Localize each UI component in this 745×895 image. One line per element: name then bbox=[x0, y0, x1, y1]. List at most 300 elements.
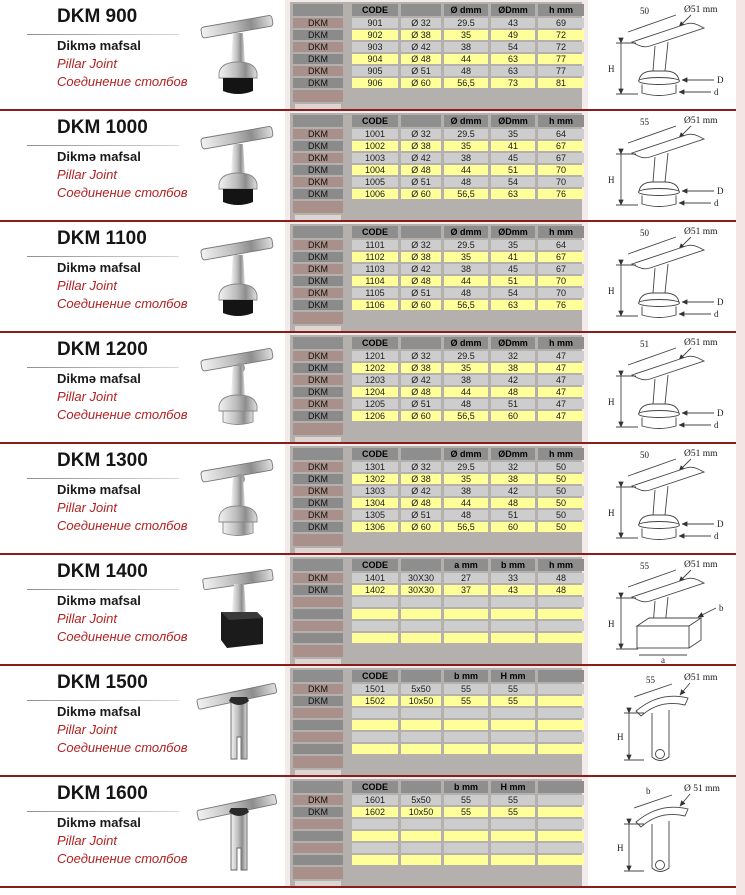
brand-cell: DKM bbox=[293, 498, 343, 508]
spec-cell: 60 bbox=[491, 411, 535, 421]
spec-cell bbox=[444, 744, 488, 754]
spec-cell bbox=[538, 819, 584, 829]
spec-cell: 1304 bbox=[352, 498, 398, 508]
spec-table bbox=[290, 2, 582, 109]
spec-cell: 1102 bbox=[352, 252, 398, 262]
subtitle-russian: Соединение столбов bbox=[57, 629, 188, 644]
spec-cell: 29.5 bbox=[444, 129, 488, 139]
brand-cell: DKM bbox=[293, 399, 343, 409]
product-photo bbox=[193, 0, 285, 109]
column-header: b mm bbox=[444, 670, 488, 682]
spec-table bbox=[290, 224, 582, 331]
spec-cell bbox=[352, 621, 398, 631]
spec-cell: 1401 bbox=[352, 573, 398, 583]
spec-cell bbox=[491, 855, 535, 865]
spec-cell bbox=[401, 621, 441, 631]
spec-cell: 48 bbox=[444, 177, 488, 187]
column-header: ØDmm bbox=[491, 115, 535, 127]
column-header bbox=[293, 4, 343, 16]
title-divider bbox=[27, 478, 179, 479]
spec-cell: 1205 bbox=[352, 399, 398, 409]
drawing-label: Ø51 mm bbox=[683, 672, 718, 683]
spec-cell: 48 bbox=[444, 66, 488, 76]
table-spacer bbox=[293, 423, 343, 435]
spec-table-area bbox=[285, 111, 588, 220]
drawing-label: Ø51 mm bbox=[683, 115, 718, 126]
product-title: DKM 1500 bbox=[57, 672, 148, 693]
spec-cell: 70 bbox=[538, 276, 584, 286]
spec-cell: 56,5 bbox=[444, 189, 488, 199]
brand-cell: DKM bbox=[293, 189, 343, 199]
spec-cell: 55 bbox=[444, 807, 488, 817]
spec-cell bbox=[538, 795, 584, 805]
brand-cell bbox=[293, 720, 343, 730]
tech-drawing bbox=[588, 777, 745, 886]
table-spacer bbox=[295, 548, 341, 553]
spec-cell: 45 bbox=[491, 153, 535, 163]
spec-cell: 1301 bbox=[352, 462, 398, 472]
drawing-label: D bbox=[716, 407, 723, 418]
brand-cell: DKM bbox=[293, 585, 343, 595]
spec-cell: 1602 bbox=[352, 807, 398, 817]
spec-cell bbox=[538, 744, 584, 754]
drawing-label: b bbox=[718, 602, 723, 613]
spec-cell: 70 bbox=[538, 165, 584, 175]
brand-cell bbox=[293, 843, 343, 853]
column-header bbox=[401, 670, 441, 682]
product-title: DKM 1600 bbox=[57, 783, 148, 804]
brand-cell bbox=[293, 819, 343, 829]
drawing-label: a bbox=[660, 654, 665, 664]
spec-cell: 47 bbox=[538, 375, 584, 385]
spec-cell bbox=[491, 633, 535, 643]
spec-cell: 56,5 bbox=[444, 78, 488, 88]
spec-cell: 44 bbox=[444, 498, 488, 508]
spec-cell: 67 bbox=[538, 141, 584, 151]
spec-cell bbox=[352, 633, 398, 643]
brand-cell: DKM bbox=[293, 522, 343, 532]
column-header bbox=[401, 781, 441, 793]
drawing-label: 51 bbox=[639, 338, 649, 349]
column-header: H mm bbox=[491, 670, 535, 682]
spec-cell: Ø 32 bbox=[401, 18, 441, 28]
technical-drawing-svg bbox=[592, 223, 734, 331]
spec-table-area bbox=[285, 555, 588, 664]
brand-cell: DKM bbox=[293, 66, 343, 76]
spec-cell: 1204 bbox=[352, 387, 398, 397]
product-photo bbox=[193, 555, 285, 664]
spec-cell bbox=[352, 831, 398, 841]
table-spacer bbox=[293, 534, 343, 546]
brand-cell bbox=[293, 708, 343, 718]
section-dkm-1100 bbox=[0, 222, 745, 333]
title-divider bbox=[27, 145, 179, 146]
spec-cell: 47 bbox=[538, 399, 584, 409]
column-header: CODE bbox=[352, 559, 398, 571]
subtitle-russian: Соединение столбов bbox=[57, 74, 188, 89]
subtitle-russian: Соединение столбов bbox=[57, 740, 188, 755]
title-divider bbox=[27, 811, 179, 812]
subtitle-russian: Соединение столбов bbox=[57, 296, 188, 311]
spec-cell: Ø 51 bbox=[401, 177, 441, 187]
spec-cell: Ø 32 bbox=[401, 129, 441, 139]
column-header bbox=[401, 448, 441, 460]
spec-cell: 1106 bbox=[352, 300, 398, 310]
spec-table-area bbox=[285, 222, 588, 331]
tech-drawing bbox=[588, 0, 745, 109]
brand-cell: DKM bbox=[293, 30, 343, 40]
spec-cell: 38 bbox=[444, 42, 488, 52]
spec-cell bbox=[352, 708, 398, 718]
spec-cell: 76 bbox=[538, 300, 584, 310]
spec-cell: 47 bbox=[538, 363, 584, 373]
product-photo-svg bbox=[193, 671, 285, 771]
product-photo bbox=[193, 333, 285, 442]
column-header bbox=[401, 4, 441, 16]
brand-cell: DKM bbox=[293, 696, 343, 706]
spec-cell: Ø 48 bbox=[401, 276, 441, 286]
column-header bbox=[401, 115, 441, 127]
spec-cell: 30X30 bbox=[401, 585, 441, 595]
tech-drawing bbox=[588, 111, 745, 220]
spec-cell bbox=[401, 720, 441, 730]
spec-cell bbox=[444, 732, 488, 742]
brand-cell: DKM bbox=[293, 807, 343, 817]
spec-cell: 35 bbox=[444, 141, 488, 151]
technical-drawing-svg bbox=[592, 556, 734, 664]
drawing-label: d bbox=[713, 197, 718, 208]
spec-cell bbox=[491, 597, 535, 607]
spec-cell: Ø 60 bbox=[401, 522, 441, 532]
brand-cell: DKM bbox=[293, 351, 343, 361]
spec-cell: 63 bbox=[491, 300, 535, 310]
spec-cell: 27 bbox=[444, 573, 488, 583]
spec-cell: 51 bbox=[491, 165, 535, 175]
spec-cell bbox=[491, 843, 535, 853]
subtitle-azerbaijani: Dikmə mafsal bbox=[57, 371, 141, 386]
drawing-label: H bbox=[616, 842, 623, 853]
drawing-label: 50 bbox=[639, 449, 649, 460]
product-photo bbox=[193, 666, 285, 775]
column-header: h mm bbox=[538, 559, 584, 571]
spec-cell: 67 bbox=[538, 252, 584, 262]
spec-cell: Ø 38 bbox=[401, 474, 441, 484]
column-header: b mm bbox=[491, 559, 535, 571]
brand-cell: DKM bbox=[293, 411, 343, 421]
product-info bbox=[0, 0, 193, 109]
spec-cell: Ø 42 bbox=[401, 486, 441, 496]
column-header: ØDmm bbox=[491, 337, 535, 349]
spec-cell: 10x50 bbox=[401, 807, 441, 817]
spec-cell: 1402 bbox=[352, 585, 398, 595]
drawing-label: 55 bbox=[645, 674, 655, 685]
spec-cell: 35 bbox=[444, 474, 488, 484]
spec-cell bbox=[352, 843, 398, 853]
spec-cell: Ø 60 bbox=[401, 300, 441, 310]
spec-cell: 70 bbox=[538, 177, 584, 187]
table-spacer bbox=[295, 437, 341, 442]
brand-cell bbox=[293, 732, 343, 742]
product-photo bbox=[193, 222, 285, 331]
spec-cell: 1305 bbox=[352, 510, 398, 520]
tech-drawing bbox=[588, 222, 745, 331]
spec-cell: 5x50 bbox=[401, 795, 441, 805]
spec-cell: 37 bbox=[444, 585, 488, 595]
spec-cell: 35 bbox=[444, 30, 488, 40]
spec-cell: 29.5 bbox=[444, 351, 488, 361]
spec-cell bbox=[538, 696, 584, 706]
spec-cell: Ø 60 bbox=[401, 411, 441, 421]
brand-cell: DKM bbox=[293, 375, 343, 385]
spec-cell bbox=[444, 831, 488, 841]
section-dkm-1400 bbox=[0, 555, 745, 666]
spec-cell bbox=[538, 807, 584, 817]
brand-cell: DKM bbox=[293, 363, 343, 373]
spec-cell: Ø 48 bbox=[401, 387, 441, 397]
brand-cell bbox=[293, 597, 343, 607]
column-header bbox=[293, 448, 343, 460]
spec-cell: 42 bbox=[491, 486, 535, 496]
drawing-label: 50 bbox=[639, 5, 649, 16]
spec-cell: 55 bbox=[491, 696, 535, 706]
column-header bbox=[293, 670, 343, 682]
section-dkm-1300 bbox=[0, 444, 745, 555]
title-divider bbox=[27, 34, 179, 35]
table-spacer bbox=[295, 215, 341, 220]
brand-cell: DKM bbox=[293, 510, 343, 520]
product-info bbox=[0, 666, 193, 775]
page-right-edge bbox=[736, 0, 745, 895]
product-photo-svg bbox=[193, 338, 285, 438]
spec-cell bbox=[491, 744, 535, 754]
spec-cell: Ø 42 bbox=[401, 264, 441, 274]
column-header: CODE bbox=[352, 448, 398, 460]
spec-cell: 49 bbox=[491, 30, 535, 40]
spec-cell: 47 bbox=[538, 351, 584, 361]
spec-cell: 32 bbox=[491, 462, 535, 472]
brand-cell: DKM bbox=[293, 486, 343, 496]
product-photo-svg bbox=[193, 227, 285, 327]
spec-cell: 10x50 bbox=[401, 696, 441, 706]
spec-cell bbox=[538, 855, 584, 865]
column-header: CODE bbox=[352, 670, 398, 682]
spec-cell: 35 bbox=[491, 240, 535, 250]
table-spacer bbox=[295, 104, 341, 109]
spec-cell: 906 bbox=[352, 78, 398, 88]
spec-cell bbox=[538, 843, 584, 853]
spec-cell bbox=[444, 609, 488, 619]
spec-cell: 54 bbox=[491, 288, 535, 298]
spec-cell: 29.5 bbox=[444, 462, 488, 472]
spec-cell: 35 bbox=[444, 363, 488, 373]
spec-cell: Ø 51 bbox=[401, 66, 441, 76]
spec-cell: 1101 bbox=[352, 240, 398, 250]
column-header: ØDmm bbox=[491, 226, 535, 238]
table-spacer bbox=[295, 659, 341, 664]
spec-cell: 32 bbox=[491, 351, 535, 361]
spec-cell: Ø 51 bbox=[401, 288, 441, 298]
spec-cell: 48 bbox=[444, 399, 488, 409]
spec-cell bbox=[401, 633, 441, 643]
brand-cell bbox=[293, 855, 343, 865]
subtitle-english: Pillar Joint bbox=[57, 833, 117, 848]
product-info bbox=[0, 777, 193, 886]
spec-cell: 56,5 bbox=[444, 300, 488, 310]
spec-cell bbox=[401, 732, 441, 742]
product-photo-svg bbox=[193, 782, 285, 882]
spec-cell: 43 bbox=[491, 585, 535, 595]
brand-cell bbox=[293, 609, 343, 619]
subtitle-russian: Соединение столбов bbox=[57, 407, 188, 422]
spec-cell: 48 bbox=[538, 585, 584, 595]
spec-cell: 48 bbox=[444, 288, 488, 298]
column-header bbox=[293, 226, 343, 238]
spec-cell: 56,5 bbox=[444, 411, 488, 421]
section-dkm-1600 bbox=[0, 777, 745, 888]
title-divider bbox=[27, 589, 179, 590]
tech-drawing bbox=[588, 666, 745, 775]
table-spacer bbox=[293, 201, 343, 213]
technical-drawing-svg bbox=[592, 445, 734, 553]
spec-cell: 1203 bbox=[352, 375, 398, 385]
table-spacer bbox=[295, 326, 341, 331]
spec-cell: 44 bbox=[444, 165, 488, 175]
spec-cell: 55 bbox=[491, 795, 535, 805]
technical-drawing-svg bbox=[592, 778, 734, 886]
spec-cell bbox=[538, 609, 584, 619]
spec-cell bbox=[401, 597, 441, 607]
spec-cell: 60 bbox=[491, 522, 535, 532]
spec-cell bbox=[538, 633, 584, 643]
subtitle-azerbaijani: Dikmə mafsal bbox=[57, 260, 141, 275]
column-header: h mm bbox=[538, 115, 584, 127]
column-header: ØDmm bbox=[491, 448, 535, 460]
table-spacer bbox=[293, 756, 343, 768]
column-header: Ø dmm bbox=[444, 337, 488, 349]
spec-cell bbox=[538, 831, 584, 841]
drawing-label: d bbox=[713, 308, 718, 319]
subtitle-english: Pillar Joint bbox=[57, 56, 117, 71]
brand-cell: DKM bbox=[293, 54, 343, 64]
spec-cell: 42 bbox=[491, 375, 535, 385]
spec-cell: Ø 42 bbox=[401, 153, 441, 163]
column-header: h mm bbox=[538, 337, 584, 349]
spec-cell: 70 bbox=[538, 288, 584, 298]
drawing-label: Ø51 mm bbox=[683, 559, 718, 570]
spec-cell: 56,5 bbox=[444, 522, 488, 532]
drawing-label: Ø51 mm bbox=[683, 226, 718, 237]
spec-cell bbox=[444, 819, 488, 829]
column-header: CODE bbox=[352, 226, 398, 238]
drawing-label: H bbox=[607, 507, 614, 518]
spec-cell bbox=[401, 819, 441, 829]
spec-cell: 1104 bbox=[352, 276, 398, 286]
column-header: Ø dmm bbox=[444, 226, 488, 238]
drawing-label: H bbox=[607, 174, 614, 185]
spec-cell: 35 bbox=[444, 252, 488, 262]
column-header bbox=[401, 559, 441, 571]
subtitle-english: Pillar Joint bbox=[57, 611, 117, 626]
spec-cell: 48 bbox=[491, 498, 535, 508]
subtitle-azerbaijani: Dikmə mafsal bbox=[57, 593, 141, 608]
spec-cell: 1001 bbox=[352, 129, 398, 139]
drawing-label: H bbox=[616, 731, 623, 742]
brand-cell: DKM bbox=[293, 795, 343, 805]
spec-cell bbox=[491, 732, 535, 742]
drawing-label: D bbox=[716, 74, 723, 85]
drawing-label: D bbox=[716, 518, 723, 529]
spec-cell: 73 bbox=[491, 78, 535, 88]
spec-cell: 63 bbox=[491, 66, 535, 76]
spec-cell bbox=[401, 609, 441, 619]
column-header: h mm bbox=[538, 226, 584, 238]
drawing-label: Ø51 mm bbox=[683, 337, 718, 348]
spec-cell: 48 bbox=[444, 510, 488, 520]
spec-cell: 50 bbox=[538, 498, 584, 508]
spec-cell: 77 bbox=[538, 54, 584, 64]
spec-cell: 1302 bbox=[352, 474, 398, 484]
section-dkm-1000 bbox=[0, 111, 745, 222]
brand-cell bbox=[293, 831, 343, 841]
spec-cell: 44 bbox=[444, 387, 488, 397]
product-photo bbox=[193, 777, 285, 886]
drawing-label: d bbox=[713, 530, 718, 541]
spec-cell: 55 bbox=[444, 795, 488, 805]
spec-cell bbox=[538, 708, 584, 718]
spec-cell: 81 bbox=[538, 78, 584, 88]
spec-cell: 55 bbox=[491, 807, 535, 817]
brand-cell: DKM bbox=[293, 177, 343, 187]
product-photo bbox=[193, 444, 285, 553]
spec-cell: Ø 32 bbox=[401, 351, 441, 361]
column-header: CODE bbox=[352, 115, 398, 127]
spec-cell: 47 bbox=[538, 387, 584, 397]
spec-cell: 55 bbox=[491, 684, 535, 694]
spec-cell: Ø 60 bbox=[401, 78, 441, 88]
spec-cell: 1601 bbox=[352, 795, 398, 805]
title-divider bbox=[27, 700, 179, 701]
spec-cell bbox=[444, 720, 488, 730]
subtitle-english: Pillar Joint bbox=[57, 389, 117, 404]
spec-cell: 1202 bbox=[352, 363, 398, 373]
column-header: h mm bbox=[538, 4, 584, 16]
spec-cell: 47 bbox=[538, 411, 584, 421]
spec-cell: 50 bbox=[538, 522, 584, 532]
title-divider bbox=[27, 256, 179, 257]
brand-cell: DKM bbox=[293, 153, 343, 163]
spec-cell: 69 bbox=[538, 18, 584, 28]
drawing-label: Ø51 mm bbox=[683, 4, 718, 15]
spec-cell: Ø 32 bbox=[401, 240, 441, 250]
spec-cell: 905 bbox=[352, 66, 398, 76]
spec-cell bbox=[538, 621, 584, 631]
spec-cell: 64 bbox=[538, 129, 584, 139]
product-title: DKM 1400 bbox=[57, 561, 148, 582]
spec-cell: 903 bbox=[352, 42, 398, 52]
spec-table-area bbox=[285, 777, 588, 886]
column-header: Ø dmm bbox=[444, 448, 488, 460]
section-dkm-1200 bbox=[0, 333, 745, 444]
spec-cell: 1303 bbox=[352, 486, 398, 496]
spec-table-area bbox=[285, 444, 588, 553]
spec-cell bbox=[352, 732, 398, 742]
table-spacer bbox=[293, 867, 343, 879]
spec-cell bbox=[352, 609, 398, 619]
brand-cell: DKM bbox=[293, 300, 343, 310]
spec-cell bbox=[444, 633, 488, 643]
brand-cell: DKM bbox=[293, 78, 343, 88]
subtitle-russian: Соединение столбов bbox=[57, 518, 188, 533]
